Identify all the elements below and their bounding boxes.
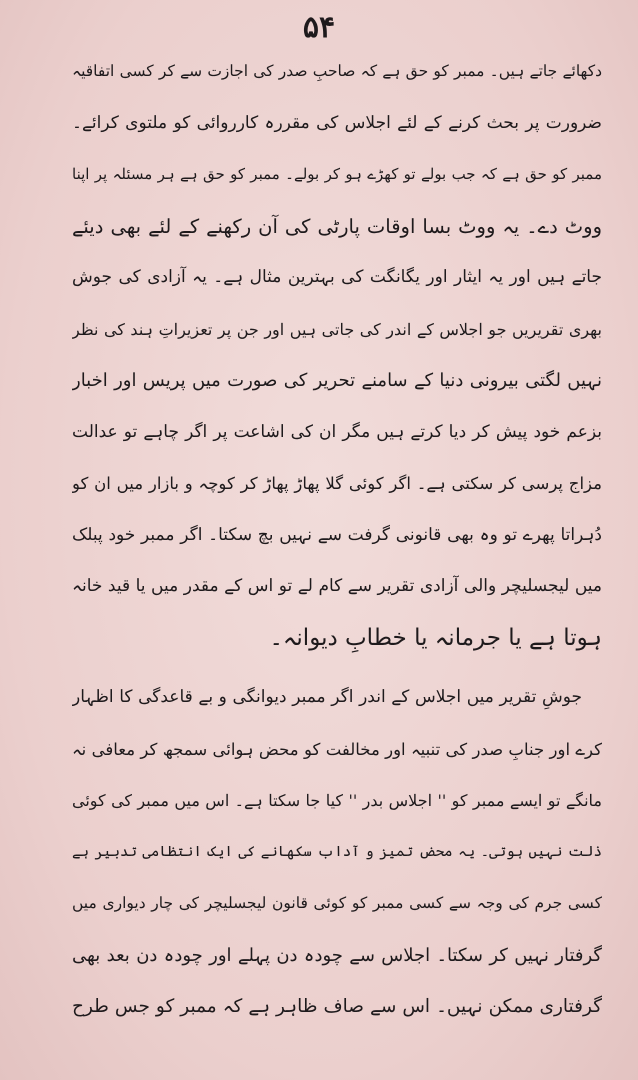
page-number: ۵۴ [302,10,336,45]
text-line: جاتے ہیں اور یہ ایثار اور یگانگت کی بہترین مثال ہے۔ یہ آزادی کی جوش [72,267,602,287]
text-line: کسی جرم کی وجہ سے کسی ممبر کو کوئی قانون لیجسلیچر کی چار دیواری میں [72,894,602,912]
text-line: کرے اور جنابِ صدر کی تنبیہ اور مخالفت کو محض ہوائی سمجھ کر معافی نہ [72,739,602,759]
text-line: ذلت نہیں ہوتی۔ یہ محض تمیز و آداب سکھانے کی ایک انتظامی تدبیر ہے [72,843,602,860]
text-line: ہوتا ہے یا جرمانہ یا خطابِ دیوانہ۔ [269,624,602,651]
text-line: گرفتاری ممکن نہیں۔ اس سے صاف ظاہر ہے کہ ممبر کو جس طرح [72,996,602,1017]
text-line: مانگے تو ایسے ممبر کو '' اجلاس بدر '' کیا جا سکتا ہے۔ اس میں ممبر کی کوئی [72,791,602,810]
text-line: گرفتار نہیں کر سکتا۔ اجلاس سے چودہ دن پہلے اور چودہ دن بعد بھی [72,944,602,966]
text-line: ممبر کو حق ہے کہ جب بولے تو کھڑے ہو کر بولے۔ ممبر کو حق ہے ہر مسئلہ پر اپنا [72,165,602,183]
paragraph-2 [72,672,602,1033]
text-body [72,46,602,1033]
text-line: ووٹ دے۔ یہ ووٹ بسا اوقات پارٹی کی آن رکھنے کے لئے بھی دیئے [72,214,602,238]
text-line: دکھائے جاتے ہیں۔ ممبر کو حق ہے کہ صاحبِ صدر کی اجازت سے کر کسی اتفاقیہ [72,62,602,80]
text-line: دُہراتا پھرے تو وہ بھی قانونی گرفت سے نہیں بچ سکتا۔ اگر ممبر خود پبلک [72,524,602,545]
text-line: نہیں لگتی بیرونی دنیا کے سامنے تحریر کی صورت میں پریس اور اخبار [72,370,602,391]
text-line: بھری تقریریں جو اجلاس کے اندر کی جاتی ہیں اور جن پر تعزیراتِ ہند کی نظر [72,319,602,339]
text-line: میں لیجسلیچر والی آزادی تقریر سے کام لے تو اس کے مقدر میں یا قید خانہ [72,576,602,596]
paragraph-1 [72,46,602,664]
text-line: مزاج پرسی کر سکتی ہے۔ اگر کوئی گلا پھاڑ پھاڑ کر کوچہ و بازار میں ان کو [72,474,602,493]
text-line: جوشِ تقریر میں اجلاس کے اندر اگر ممبر دیوانگی و بے قاعدگی کا اظہار [72,687,582,707]
text-line: بزعم خود پیش کر دیا کرتے ہیں مگر ان کی اشاعت پر اگر چاہے تو عدالت [72,421,602,442]
text-line: ضرورت پر بحث کرنے کے لئے اجلاس کی مقررہ کارروائی کو ملتوی کرائے۔ [72,112,602,133]
